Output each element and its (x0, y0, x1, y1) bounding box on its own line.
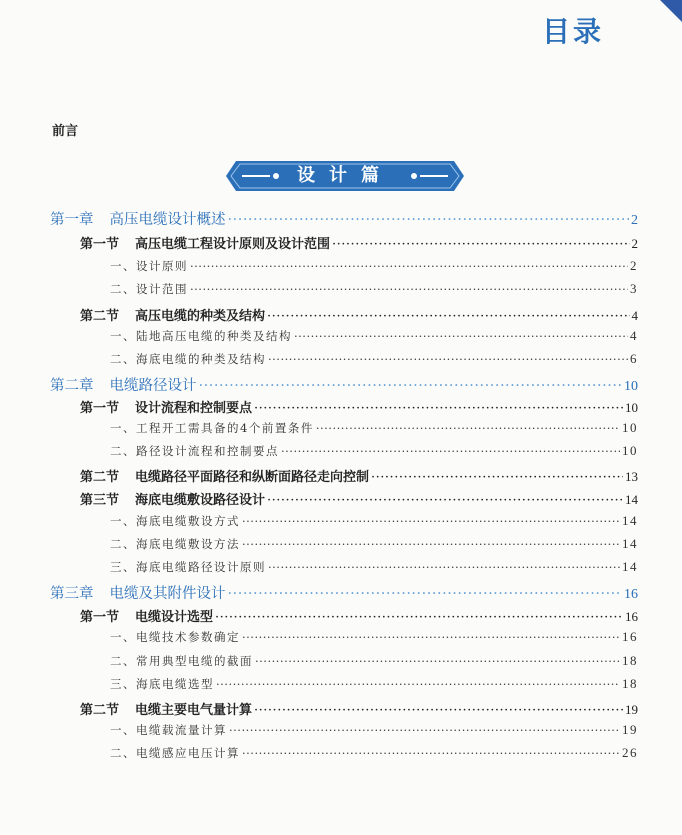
toc-entry-label (80, 397, 252, 416)
toc-entry-label (80, 699, 252, 718)
toc-entry-label (110, 722, 227, 738)
toc-entry-title: 一、电缆载流量计算 (110, 723, 227, 737)
toc-page-number: 18 (622, 676, 638, 691)
toc-page-number: 4 (631, 308, 638, 323)
toc-entry-title: 电缆路径平面路径和纵断面路径走向控制 (135, 470, 370, 485)
banner-label: 设计篇 (297, 165, 393, 186)
toc-page-number: 16 (625, 609, 638, 624)
toc-entry-number: 第一节 (80, 401, 120, 416)
toc-entry-title: 一、陆地高压电缆的种类及结构 (110, 329, 292, 343)
toc-entry-label (50, 374, 197, 395)
toc-leader-dots (190, 259, 628, 273)
toc-chapter[interactable] (50, 208, 638, 229)
toc-page-number: 3 (630, 281, 638, 296)
toc-item[interactable] (110, 258, 638, 274)
toc-item[interactable] (110, 513, 638, 529)
toc-page-number: 10 (625, 400, 638, 415)
toc-leader-dots (255, 654, 620, 668)
toc-leader-dots (268, 560, 620, 574)
toc-entry-label (80, 489, 265, 508)
toc-page-number: 2 (630, 258, 638, 273)
toc-entry-title: 二、路径设计流程和控制要点 (110, 444, 279, 458)
toc-leader-dots (242, 746, 620, 760)
toc-page-number: 10 (622, 443, 638, 458)
toc-leader-dots (228, 212, 630, 228)
toc-entry-label (110, 328, 292, 344)
toc-item[interactable] (110, 351, 638, 367)
toc-page-number: 2 (631, 213, 638, 228)
toc-leader-dots (254, 401, 623, 416)
toc-leader-dots (371, 470, 623, 485)
toc-entry-label (110, 559, 266, 575)
toc-entry-number: 第二节 (80, 703, 120, 718)
toc-entry-title: 三、海底电缆路径设计原则 (110, 560, 266, 574)
toc-entry-title: 设计流程和控制要点 (135, 401, 253, 416)
toc-entry-title: 电缆主要电气量计算 (135, 703, 253, 718)
toc-leader-dots (199, 378, 623, 394)
toc-entry-number: 第二章 (50, 378, 94, 394)
toc-entry-title: 二、设计范围 (110, 282, 188, 296)
toc-page-number: 16 (622, 629, 638, 644)
toc-item[interactable] (110, 328, 638, 344)
toc-leader-dots (242, 537, 620, 551)
toc-item[interactable] (110, 653, 638, 669)
toc-entry-label (80, 305, 265, 324)
toc-entry-title: 电缆路径设计 (109, 378, 197, 394)
toc-page-number: 2 (631, 236, 638, 251)
toc-item[interactable] (110, 281, 638, 297)
toc-section[interactable] (80, 233, 638, 252)
toc-entry-title: 高压电缆的种类及结构 (135, 309, 266, 324)
toc-page-number: 19 (622, 722, 638, 737)
toc-leader-dots (228, 586, 623, 602)
toc-entry-number: 第二节 (80, 470, 120, 485)
toc-entry-label (110, 258, 188, 274)
toc-entry-title: 一、工程开工需具备的4个前置条件 (110, 421, 314, 435)
toc-entry-number: 第一节 (80, 237, 120, 252)
toc-page-number: 10 (622, 420, 638, 435)
toc-entry-title: 电缆设计选型 (135, 610, 214, 625)
toc-leader-dots (190, 282, 628, 296)
toc-entry-label (80, 466, 369, 485)
toc-entry-label (110, 443, 279, 459)
toc-entry-number: 第一章 (50, 212, 94, 228)
toc-entry-label (110, 653, 253, 669)
toc-entry-title: 高压电缆工程设计原则及设计范围 (135, 237, 331, 252)
toc-leader-dots (281, 444, 620, 458)
toc-entry-number: 第三节 (80, 493, 120, 508)
toc-leader-dots (332, 237, 629, 252)
toc-entry-label (110, 745, 240, 761)
toc-entry-title: 高压电缆设计概述 (109, 212, 226, 228)
toc-item[interactable] (110, 536, 638, 552)
toc-page-number: 4 (630, 328, 638, 343)
toc-entry-label (110, 351, 266, 367)
toc-page-number: 13 (625, 469, 638, 484)
toc-entry-label (50, 208, 226, 229)
toc-section[interactable] (80, 489, 638, 508)
toc-entry-label (110, 281, 188, 297)
toc-entry-label (50, 582, 226, 603)
toc-page-number: 14 (622, 513, 638, 528)
toc-entry-label (110, 420, 314, 436)
toc-chapter[interactable] (50, 582, 638, 603)
toc-entry-label (110, 629, 240, 645)
toc-entry-label (80, 606, 213, 625)
toc-entry-number: 第一节 (80, 610, 120, 625)
toc-leader-dots (242, 514, 620, 528)
section-banner (226, 161, 464, 191)
toc-entry-title: 一、设计原则 (110, 259, 188, 273)
toc-entry-title: 二、电缆感应电压计算 (110, 746, 240, 760)
toc-preface[interactable]: 前言 (52, 124, 79, 139)
toc-item[interactable] (110, 443, 638, 459)
toc-item[interactable] (110, 629, 638, 645)
toc-leader-dots (316, 421, 620, 435)
toc-section[interactable] (80, 606, 638, 625)
toc-entry-title: 一、电缆技术参数确定 (110, 630, 240, 644)
toc-item[interactable] (110, 722, 638, 738)
toc-entry-label (110, 676, 214, 692)
toc-entry-number: 第三章 (50, 586, 94, 602)
toc-page-number: 26 (622, 745, 638, 760)
toc-entry-label (80, 233, 330, 252)
toc-chapter[interactable] (50, 374, 638, 395)
toc-leader-dots (215, 610, 623, 625)
toc-leader-dots (268, 352, 628, 366)
toc-entry-title: 一、海底电缆敷设方式 (110, 514, 240, 528)
toc-page-number: 19 (625, 702, 638, 717)
toc-page-number: 16 (624, 587, 638, 602)
toc-page-number: 6 (630, 351, 638, 366)
toc-entry-label (110, 536, 240, 552)
toc-entry-number: 第二节 (80, 309, 120, 324)
toc-page-number: 14 (622, 536, 638, 551)
toc-leader-dots (216, 677, 620, 691)
toc-page-number: 14 (622, 559, 638, 574)
toc-item[interactable] (110, 559, 638, 575)
toc-item[interactable] (110, 676, 638, 692)
toc-entry-title: 电缆及其附件设计 (109, 586, 226, 602)
toc-page-number: 10 (624, 379, 638, 394)
toc-entry-title: 二、海底电缆敷设方法 (110, 537, 240, 551)
toc-item[interactable] (110, 420, 638, 436)
toc-leader-dots (267, 309, 629, 324)
toc-leader-dots (242, 630, 620, 644)
toc-leader-dots (254, 703, 623, 718)
toc-entry-title: 三、海底电缆选型 (110, 677, 214, 691)
toc-section[interactable] (80, 466, 638, 485)
toc-entry-title: 二、海底电缆的种类及结构 (110, 352, 266, 366)
toc-leader-dots (229, 723, 620, 737)
toc-section[interactable] (80, 305, 638, 324)
toc-leader-dots (294, 329, 628, 343)
toc-leader-dots (267, 493, 623, 508)
page-title: 目录 (541, 15, 604, 48)
toc-section[interactable] (80, 699, 638, 718)
toc-entry-title: 二、常用典型电缆的截面 (110, 654, 253, 668)
toc-entry-label (110, 513, 240, 529)
toc-entry-title: 海底电缆敷设路径设计 (135, 493, 266, 508)
corner-tab (660, 0, 682, 22)
toc-page-number: 14 (625, 492, 638, 507)
toc-page-number: 18 (622, 653, 638, 668)
toc-section[interactable] (80, 397, 638, 416)
toc-item[interactable] (110, 745, 638, 761)
